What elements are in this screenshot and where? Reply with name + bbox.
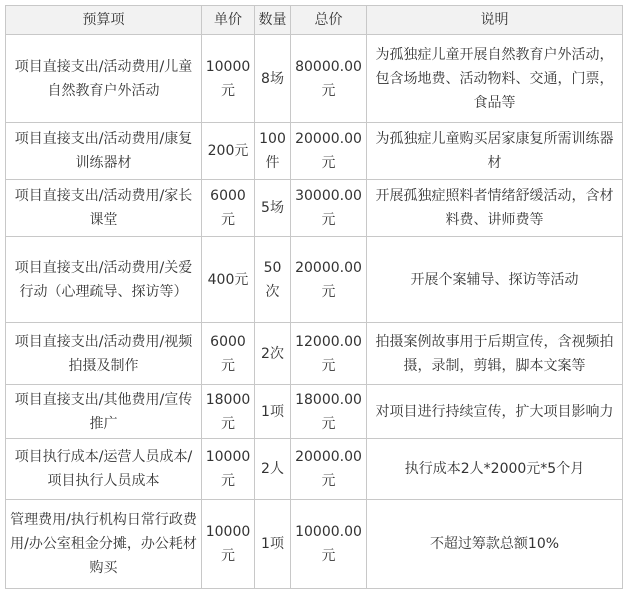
- cell-item: 项目直接支出/活动费用/康复训练器材: [6, 123, 202, 180]
- table-row: [6, 123, 623, 180]
- header-row: [6, 6, 623, 35]
- table-header: [6, 6, 623, 35]
- table-row: [6, 180, 623, 237]
- cell-item: 项目直接支出/活动费用/儿童自然教育户外活动: [6, 35, 202, 123]
- cell-quantity: 2人: [255, 439, 291, 500]
- cell-item: 项目直接支出/活动费用/关爱行动（心理疏导、探访等）: [6, 237, 202, 323]
- cell-description: 拍摄案例故事用于后期宣传，含视频拍摄，录制，剪辑，脚本文案等: [367, 323, 623, 385]
- cell-item: 项目直接支出/活动费用/视频拍摄及制作: [6, 323, 202, 385]
- cell-unit-price: 400元: [202, 237, 255, 323]
- cell-unit-price: 200元: [202, 123, 255, 180]
- table-body: [6, 35, 623, 589]
- cell-description: 为孤独症儿童开展自然教育户外活动，包含场地费、活动物料、交通，门票，食品等: [367, 35, 623, 123]
- table-row: [6, 385, 623, 439]
- cell-quantity: 50次: [255, 237, 291, 323]
- cell-total: 12000.00元: [291, 323, 367, 385]
- cell-unit-price: 18000元: [202, 385, 255, 439]
- cell-description: 开展个案辅导、探访等活动: [367, 237, 623, 323]
- cell-item: 项目直接支出/活动费用/家长课堂: [6, 180, 202, 237]
- cell-total: 20000.00元: [291, 123, 367, 180]
- table-row: [6, 237, 623, 323]
- cell-description: 不超过筹款总额10%: [367, 500, 623, 589]
- cell-unit-price: 6000元: [202, 180, 255, 237]
- cell-description: 为孤独症儿童购买居家康复所需训练器材: [367, 123, 623, 180]
- table-row: [6, 35, 623, 123]
- cell-quantity: 100件: [255, 123, 291, 180]
- cell-quantity: 5场: [255, 180, 291, 237]
- cell-total: 20000.00元: [291, 237, 367, 323]
- cell-unit-price: 10000元: [202, 500, 255, 589]
- cell-item: 管理费用/执行机构日常行政费用/办公室租金分摊，办公耗材购买: [6, 500, 202, 589]
- cell-description: 执行成本2人*2000元*5个月: [367, 439, 623, 500]
- table-row: [6, 500, 623, 589]
- cell-unit-price: 10000元: [202, 35, 255, 123]
- header-quantity: 数量: [255, 6, 291, 35]
- cell-quantity: 1项: [255, 500, 291, 589]
- header-description: 说明: [367, 6, 623, 35]
- cell-quantity: 8场: [255, 35, 291, 123]
- cell-quantity: 1项: [255, 385, 291, 439]
- cell-total: 10000.00元: [291, 500, 367, 589]
- cell-item: 项目直接支出/其他费用/宣传推广: [6, 385, 202, 439]
- cell-description: 开展孤独症照料者情绪舒缓活动，含材料费、讲师费等: [367, 180, 623, 237]
- cell-unit-price: 10000元: [202, 439, 255, 500]
- cell-total: 20000.00元: [291, 439, 367, 500]
- cell-unit-price: 6000元: [202, 323, 255, 385]
- table-row: [6, 439, 623, 500]
- header-item: 预算项: [6, 6, 202, 35]
- cell-quantity: 2次: [255, 323, 291, 385]
- cell-total: 80000.00元: [291, 35, 367, 123]
- header-unit-price: 单价: [202, 6, 255, 35]
- cell-total: 30000.00元: [291, 180, 367, 237]
- cell-item: 项目执行成本/运营人员成本/项目执行人员成本: [6, 439, 202, 500]
- cell-description: 对项目进行持续宣传，扩大项目影响力: [367, 385, 623, 439]
- budget-table: [5, 5, 623, 589]
- table-row: [6, 323, 623, 385]
- header-total: 总价: [291, 6, 367, 35]
- cell-total: 18000.00元: [291, 385, 367, 439]
